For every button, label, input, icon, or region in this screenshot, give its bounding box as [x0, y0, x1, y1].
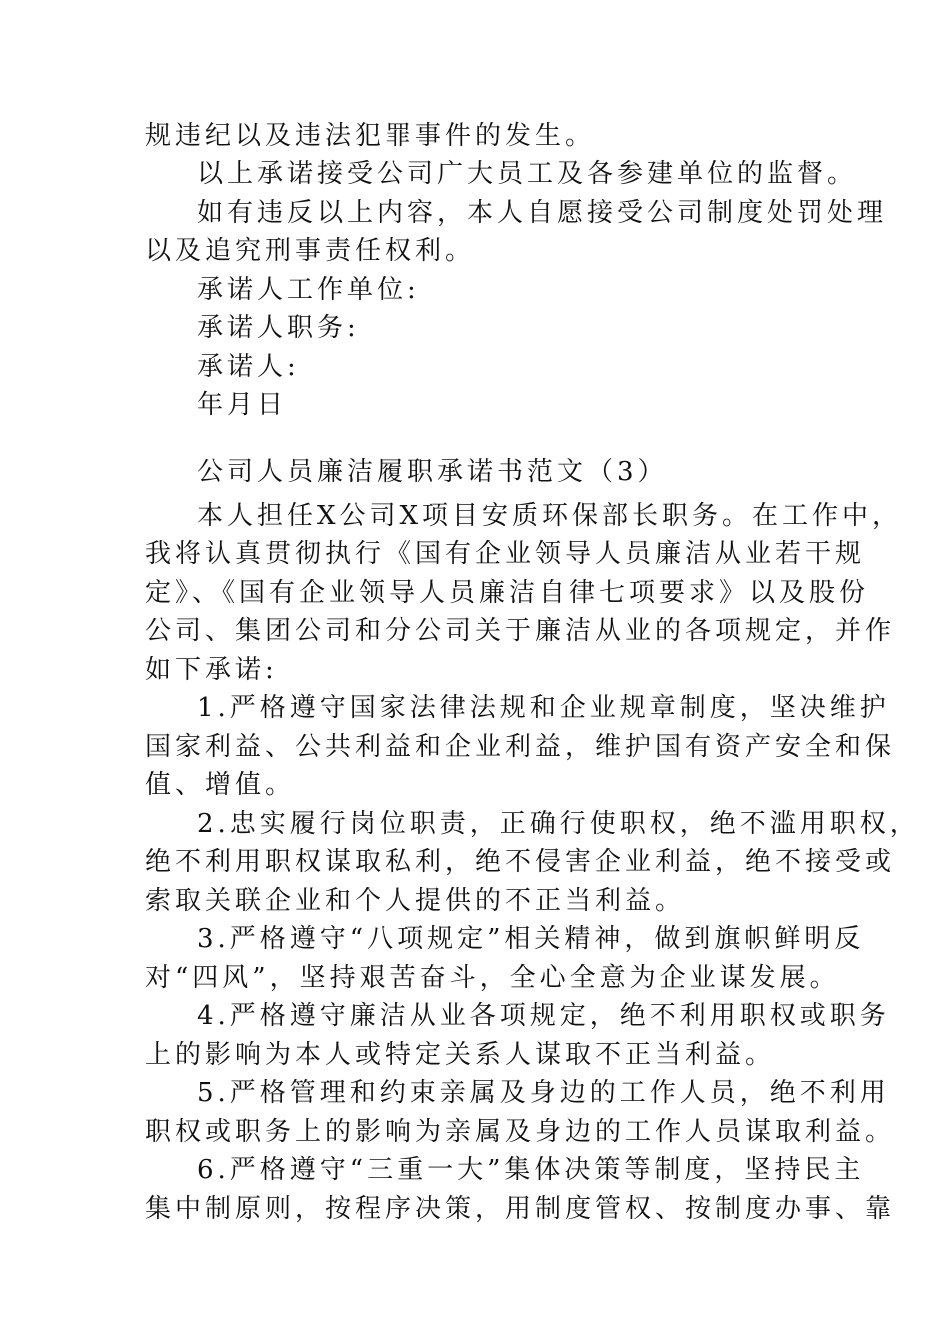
text-line: 对“四风”，坚持艰苦奋斗，全心全意为企业谋发展。 — [145, 963, 840, 993]
text-line: 承诺人工作单位: — [197, 275, 420, 305]
text-line: 国家利益、公共利益和企业利益，维护国有资产安全和保 — [145, 732, 896, 762]
list-item-1: 1.严格遵守国家法律法规和企业规章制度，坚决维护 — [197, 693, 890, 723]
text-line: 我将认真贯彻执行《国有企业领导人员廉洁从业若干规 — [145, 539, 866, 569]
list-item-6: 6.严格遵守“三重一大”集体决策等制度，坚持民主 — [197, 1155, 865, 1185]
text-line: 承诺人: — [197, 352, 300, 382]
text-line: 以上承诺接受公司广大员工及各参建单位的监督。 — [197, 159, 858, 189]
text-line: 以及追究刑事责任权利。 — [145, 236, 476, 266]
text-line: 公司、集团公司和分公司关于廉洁从业的各项规定，并作 — [145, 616, 896, 646]
text-line: 上的影响为本人或特定关系人谋取不正当利益。 — [145, 1040, 776, 1070]
text-line: 值、增值。 — [145, 770, 296, 800]
section-title: 公司人员廉洁履职承诺书范文（3） — [197, 457, 668, 487]
text-line: 年月日 — [197, 390, 288, 420]
text-line: 定》、《国有企业领导人员廉洁自律七项要求》以及股份 — [145, 578, 870, 608]
text-line: 绝不利用职权谋取私利，绝不侵害企业利益，绝不接受或 — [145, 847, 896, 877]
text-line: 本人担任X公司X项目安质环保部长职务。在工作中， — [197, 501, 903, 531]
text-line: 集中制原则，按程序决策，用制度管权、按制度办事、靠 — [145, 1194, 896, 1224]
text-line: 如下承诺: — [145, 655, 278, 685]
list-item-3: 3.严格遵守“八项规定”相关精神，做到旗帜鲜明反 — [197, 924, 865, 954]
text-line: 职权或职务上的影响为亲属及身边的工作人员谋取利益。 — [145, 1117, 896, 1147]
list-item-4: 4.严格遵守廉洁从业各项规定，绝不利用职权或职务 — [197, 1001, 890, 1031]
text-line: 索取关联企业和个人提供的不正当利益。 — [145, 886, 686, 916]
text-line: 如有违反以上内容，本人自愿接受公司制度处罚处理 — [197, 198, 888, 228]
text-line: 规违纪以及违法犯罪事件的发生。 — [145, 121, 596, 151]
list-item-2: 2.忠实履行岗位职责，正确行使职权，绝不滥用职权， — [197, 809, 920, 839]
text-line: 承诺人职务: — [197, 313, 360, 343]
list-item-5: 5.严格管理和约束亲属及身边的工作人员，绝不利用 — [197, 1078, 890, 1108]
